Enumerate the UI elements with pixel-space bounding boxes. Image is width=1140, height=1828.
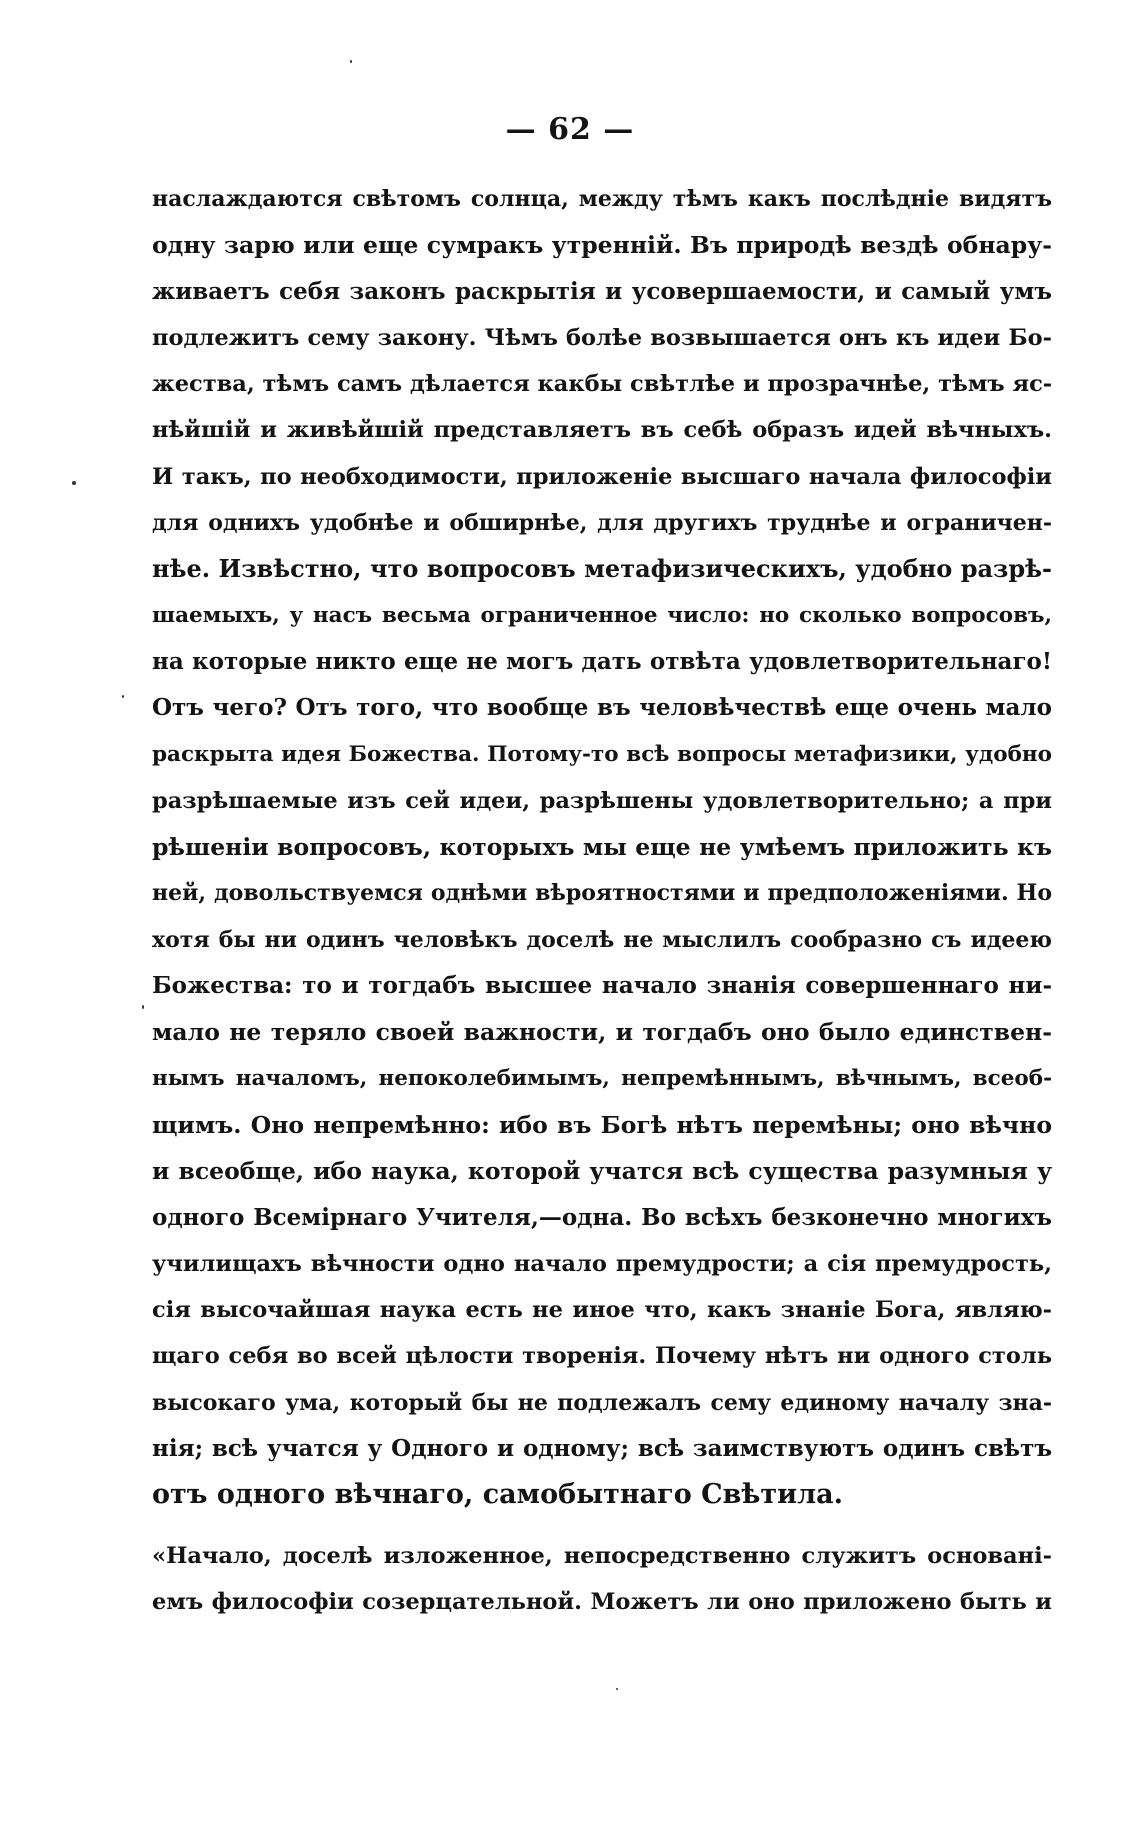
text-line: ней, довольствуемся однѣми вѣроятностями и предположеніями. Но xyxy=(152,880,1052,907)
text-line: жества, тѣмъ самъ дѣлается какбы свѣтлѣе и прозрачнѣе, тѣмъ яс- xyxy=(152,371,1052,398)
text-line: щимъ. Оно непремѣнно: ибо въ Богѣ нѣтъ перемѣны; оно вѣчно xyxy=(152,1110,1052,1139)
text-line: шаемыхъ, у насъ весьма ограниченное число: но сколько вопросовъ, xyxy=(152,602,1052,628)
text-line: нымъ началомъ, непоколебимымъ, непремѣннымъ, вѣчнымъ, всеоб- xyxy=(152,1065,1052,1091)
text-line: подлежитъ сему закону. Чѣмъ болѣе возвышается онъ къ идеи Бо- xyxy=(152,324,1052,351)
text-line: живаетъ себя законъ раскрытія и усовершаемости, и самый умъ xyxy=(152,277,1052,305)
text-line: мало не теряло своей важности, и тогдабъ оно было единствен- xyxy=(152,1018,1052,1047)
text-line: Отъ чего? Отъ того, что вообще въ человѣчествѣ еще очень мало xyxy=(152,694,1052,722)
page-number: — 62 — xyxy=(505,112,635,147)
print-speck xyxy=(72,481,76,485)
text-line: И такъ, по необходимости, приложеніе высшаго начала философіи xyxy=(152,463,1052,490)
text-line: нѣйшій и живѣйшій представляетъ въ себѣ образъ идей вѣчныхъ. xyxy=(152,417,1052,444)
body-text xyxy=(152,176,1052,1625)
paragraph xyxy=(152,176,1052,1519)
text-line: емъ философіи созерцательной. Можетъ ли оно приложено быть и xyxy=(152,1588,1052,1615)
text-line: одну зарю или еще сумракъ утренній. Въ природѣ вездѣ обнару- xyxy=(152,231,1052,260)
text-line: одного Всемірнаго Учителя,—одна. Во всѣхъ безконечно многихъ xyxy=(152,1203,1052,1231)
print-speck xyxy=(616,1688,618,1690)
text-line: рѣшеніи вопросовъ, которыхъ мы еще не умѣемъ приложить къ xyxy=(152,833,1052,862)
text-line: нія; всѣ учатся у Одного и одному; всѣ заимствуютъ одинъ свѣтъ xyxy=(152,1435,1052,1463)
text-line: щаго себя во всей цѣлости творенія. Почему нѣтъ ни одного столь xyxy=(152,1343,1052,1370)
text-line: Божества: то и тогдабъ высшее начало знанія совершеннаго ни- xyxy=(152,972,1052,1000)
text-line: хотя бы ни одинъ человѣкъ доселѣ не мыслилъ сообразно съ идеею xyxy=(152,926,1052,953)
text-line: для однихъ удобнѣе и обширнѣе, для другихъ труднѣе и ограничен- xyxy=(152,510,1052,537)
print-speck xyxy=(142,1005,144,1009)
text-line: наслаждаются свѣтомъ солнца, между тѣмъ какъ послѣдніе видятъ xyxy=(152,186,1052,212)
text-line: высокаго ума, который бы не подлежалъ сему единому началу зна- xyxy=(152,1389,1052,1416)
paragraph-gap xyxy=(152,1519,1052,1533)
text-line: училищахъ вѣчности одно начало премудрости; а сія премудрость, xyxy=(152,1250,1052,1277)
text-line: «Начало, доселѣ изложенное, непосредственно служитъ основані- xyxy=(152,1542,1052,1569)
paragraph xyxy=(152,1533,1052,1626)
text-line: и всеобще, ибо наука, которой учатся всѣ существа разумныя у xyxy=(152,1157,1052,1186)
print-speck xyxy=(122,695,124,698)
text-line: разрѣшаемые изъ сей идеи, разрѣшены удовлетворительно; а при xyxy=(152,787,1052,814)
text-line: отъ одного вѣчнаго, самобытнаго Свѣтила. xyxy=(152,1479,844,1511)
text-line: раскрыта идея Божества. Потому-то всѣ вопросы метафизики, удобно xyxy=(152,741,1052,767)
print-speck xyxy=(350,60,352,63)
text-line: нѣе. Извѣстно, что вопросовъ метафизическихъ, удобно разрѣ- xyxy=(152,554,1052,584)
text-line: на которые никто еще не могъ дать отвѣта удовлетворительнаго! xyxy=(152,647,1052,675)
text-line: сія высочайшая наука есть не иное что, какъ знаніе Бога, являю- xyxy=(152,1297,1052,1324)
